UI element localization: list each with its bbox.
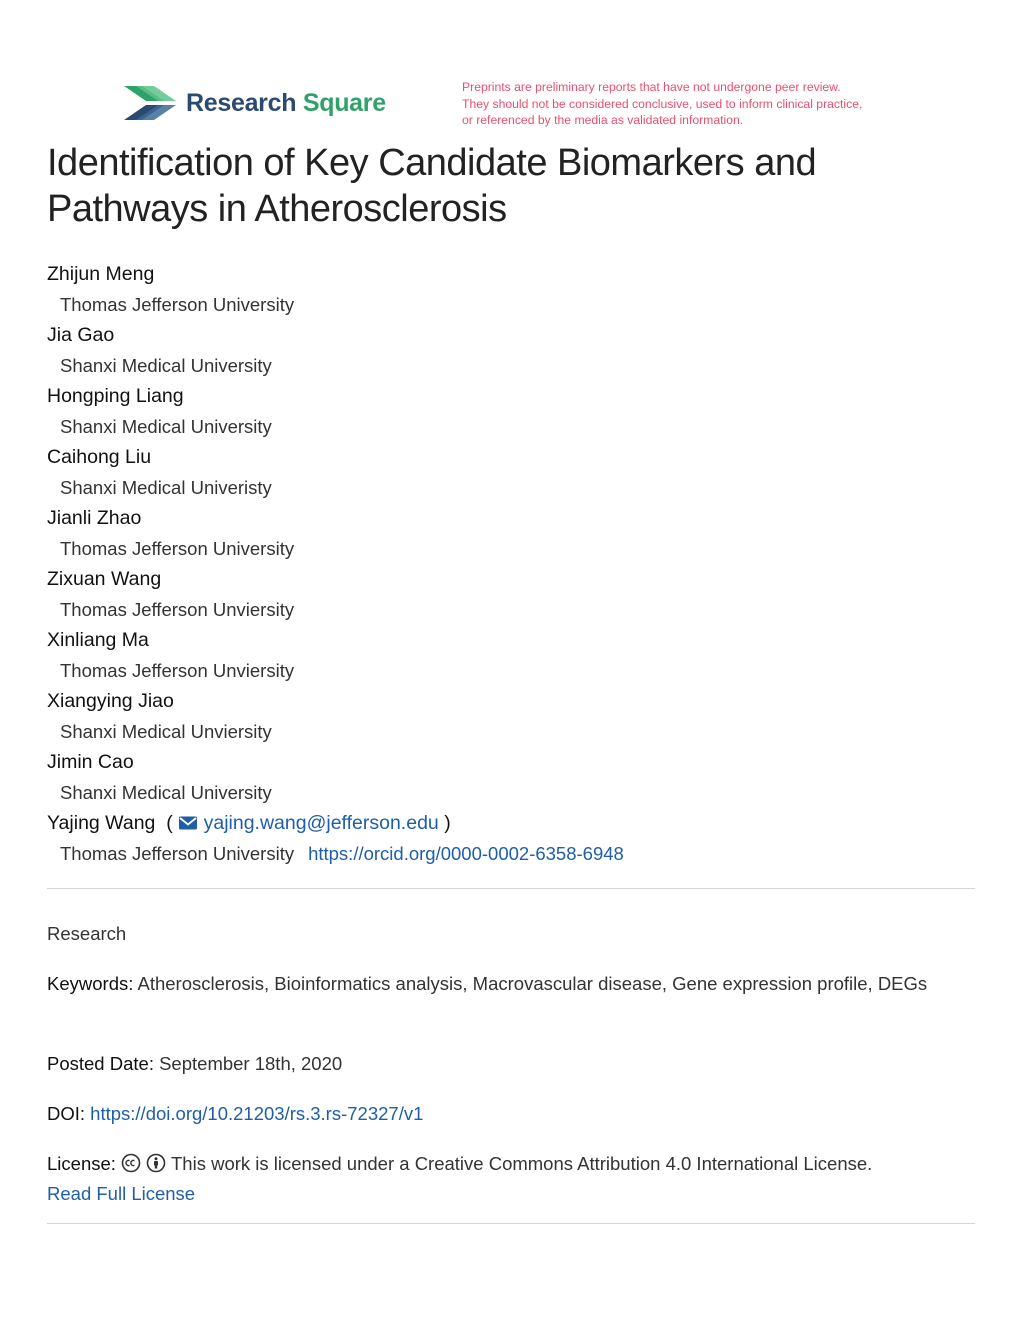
author-entry: [47, 502, 977, 563]
keywords-row: [47, 969, 977, 999]
keywords-label: Keywords:: [47, 973, 134, 994]
license-label: License:: [47, 1153, 116, 1174]
author-affiliation: Thomas Jefferson Unviersity: [60, 599, 295, 620]
author-entry: [47, 563, 977, 624]
disclaimer-line: or referenced by the media as validated information.: [462, 113, 744, 127]
author-name[interactable]: Jia Gao: [47, 324, 115, 346]
disclaimer-line: They should not be considered conclusive, used to inform clinical practice,: [462, 96, 863, 111]
author-affiliation: Shanxi Medical Univeristy: [60, 477, 272, 498]
disclaimer-line: Preprints are preliminary reports that have not undergone peer review.: [462, 80, 841, 94]
author-entry: [47, 258, 977, 319]
author-name[interactable]: Jianli Zhao: [47, 507, 142, 529]
author-entry: [47, 685, 977, 746]
author-name[interactable]: Zixuan Wang: [47, 568, 162, 590]
author-entry: [47, 380, 977, 441]
keywords-value: Atherosclerosis, Bioinformatics analysis, Macrovascular disease, Gene expression profile, DEGs: [137, 973, 928, 994]
read-full-license-link[interactable]: Read Full License: [47, 1183, 196, 1204]
preprint-header: [0, 0, 1020, 140]
posted-date-label: Posted Date:: [47, 1053, 154, 1074]
corresponding-author-entry: [47, 807, 977, 868]
section-divider: [47, 1223, 975, 1224]
preprint-disclaimer: [462, 79, 862, 129]
author-affiliation: Thomas Jefferson University: [60, 294, 295, 315]
author-entry: [47, 624, 977, 685]
paper-title: Identification of Key Candidate Biomarkers and Pathways in Atherosclerosis: [47, 142, 817, 230]
author-affiliation: Thomas Jefferson University: [60, 843, 295, 864]
corresponding-email-link[interactable]: yajing.wang@jefferson.edu: [203, 812, 439, 834]
author-name[interactable]: Hongping Liang: [47, 385, 184, 407]
author-name[interactable]: Caihong Liu: [47, 446, 152, 468]
open-paren: (: [166, 812, 173, 834]
author-name[interactable]: Zhijun Meng: [47, 263, 155, 285]
author-entry: [47, 319, 977, 380]
author-affiliation: Shanxi Medical University: [60, 416, 272, 437]
section-divider: [47, 888, 975, 889]
doi-link[interactable]: https://doi.org/10.21203/rs.3.rs-72327/v1: [90, 1103, 424, 1124]
author-affiliation: Shanxi Medical Unviersity: [60, 721, 272, 742]
orcid-link[interactable]: https://orcid.org/0000-0002-6358-6948: [308, 843, 624, 864]
author-name[interactable]: Xiangying Jiao: [47, 690, 174, 712]
close-paren: ): [444, 812, 451, 834]
corresponding-author-affiliation-line: [47, 839, 977, 868]
license-text: This work is licensed under a Creative Commons Attribution 4.0 International License.: [171, 1153, 873, 1174]
envelope-icon: [178, 815, 198, 831]
author-affiliation: Thomas Jefferson University: [60, 538, 295, 559]
doi-row: [47, 1099, 977, 1129]
corresponding-author-line: [47, 807, 977, 839]
by-icon: [146, 1153, 166, 1173]
corresponding-author-name[interactable]: Yajing Wang: [47, 812, 156, 834]
posted-date-row: [47, 1049, 977, 1079]
author-entry: [47, 746, 977, 807]
author-name[interactable]: Xinliang Ma: [47, 629, 149, 651]
author-affiliation: Thomas Jefferson Unviersity: [60, 660, 295, 681]
author-name[interactable]: Jimin Cao: [47, 751, 134, 773]
doi-label: DOI:: [47, 1103, 86, 1124]
author-list: [47, 258, 977, 868]
research-square-logo-icon: [124, 82, 176, 124]
logo-word-research: Research: [186, 88, 297, 117]
logo-word-square: Square: [302, 88, 386, 117]
author-affiliation: Shanxi Medical University: [60, 782, 272, 803]
logo-wordmark: [186, 89, 386, 118]
license-row: [47, 1149, 977, 1209]
posted-date-value: September 18th, 2020: [159, 1053, 343, 1074]
author-entry: [47, 441, 977, 502]
research-square-logo[interactable]: [124, 82, 386, 124]
cc-icon: [121, 1153, 141, 1173]
article-type: Research: [47, 923, 127, 944]
author-affiliation: Shanxi Medical University: [60, 355, 272, 376]
